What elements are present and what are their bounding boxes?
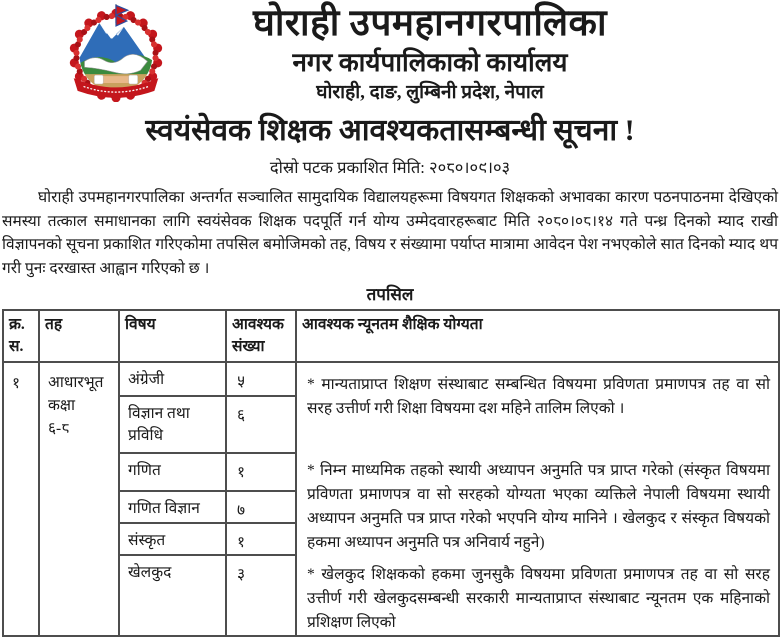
subject-cell: विज्ञान तथा प्रविधि — [119, 396, 226, 452]
office-name: नगर कार्यपालिकाको कार्यालय — [292, 48, 568, 77]
count-cell: १ — [226, 453, 296, 491]
serial-number-cell: १ — [3, 362, 39, 636]
table-row — [3, 362, 779, 396]
level-cell: आधारभूत कक्षा ६-८ — [39, 362, 119, 636]
municipality-name: घोराही उपमहानगरपालिका — [252, 3, 608, 44]
notice-title: स्वयंसेवक शिक्षक आवश्यकतासम्बन्धी सूचना ! — [145, 114, 635, 147]
letterhead — [0, 0, 780, 106]
subject-cell: खेलकुद — [119, 555, 226, 636]
subject-cell: अंग्रेजी — [119, 362, 226, 396]
notice-body-paragraph: घोराही उपमहानगरपालिका अन्तर्गत सञ्चालित सामुदायिक विद्यालयहरूमा विषयगत शिक्षकको अभावका कारण पठनपाठनमा देखिएको समस्या तत्काल समाधानका लागि स्वयंसेवक शिक्षक पदपूर्ति गर्न योग्य उम्मेदवारहरूबाट मिति २०८०।०८।१४ गते पन्ध्र दिनको म्याद राखी विज्ञापनको सूचना प्रकाशित गरिएकोमा तपसिल बमोजिमको तह, विषय र संख्यामा पर्याप्त मात्रामा आवेदन पेश नभएकोले सात दिनको म्याद थप गरी पुनः दरखास्त आह्वान गरिएको छ । — [2, 189, 778, 277]
count-cell: ५ — [226, 362, 296, 396]
count-cell: १ — [226, 523, 296, 555]
qualification-item: * मान्यताप्राप्त शिक्षण संस्थाबाट सम्बन्धित विषयमा प्रविणता प्रमाणपत्र तह वा सो सरह उत्तीर्ण गरी शिक्षा विषयमा दश महिने तालिम लिएको । — [307, 376, 770, 417]
publication-date-line: दोस्रो पटक प्रकाशित मिति: २०८०।०९।०३ — [269, 158, 511, 177]
qualification-item: * निम्न माध्यमिक तहको स्थायी अध्यापन अनुमति पत्र प्राप्त गरेको (संस्कृत विषयमा प्रविणता प्रमाणपत्र वा सो सरहको योग्यता भएका व्यक्तिले नेपाली विषयमा स्थायी अध्यापन अनुमति पत्र प्राप्त गरेको भएपनि योग्य मानिने । खेलकुद र संस्कृत विषयको हकमा अध्यापन अनुमति पत्र अनिवार्य नहुने) — [307, 462, 770, 551]
subject-cell: गणित विज्ञान — [119, 491, 226, 523]
letterhead-text — [150, 2, 710, 106]
header-required-number: आवश्यक संख्या — [226, 310, 296, 362]
office-address: घोराही, दाङ, लुम्बिनी प्रदेश, नेपाल — [316, 82, 544, 103]
header-qualification: आवश्यक न्यूनतम शैक्षिक योग्यता — [296, 310, 779, 362]
header-subject: विषय — [119, 310, 226, 362]
count-cell: ७ — [226, 491, 296, 523]
count-cell: ३ — [226, 555, 296, 636]
count-cell: ६ — [226, 396, 296, 452]
header-serial-number: क्र. स. — [3, 310, 39, 362]
vacancy-table — [2, 309, 780, 637]
subject-cell: संस्कृत — [119, 523, 226, 555]
qualification-cell — [296, 362, 779, 636]
subject-cell: गणित — [119, 453, 226, 491]
qualification-item: * खेलकुद शिक्षकको हकमा जुनसुकै विषयमा प्रविणता प्रमाणपत्र तह वा सो सरह उत्तीर्ण गरी खेलकुदसम्बन्धी सरकारी मान्यताप्राप्त संस्थाबाट न्यूनतम एक महिनाको प्रशिक्षण लिएको — [307, 566, 770, 631]
schedule-heading: तपसिल — [366, 285, 414, 304]
table-header-row — [3, 310, 779, 362]
header-level: तह — [39, 310, 119, 362]
